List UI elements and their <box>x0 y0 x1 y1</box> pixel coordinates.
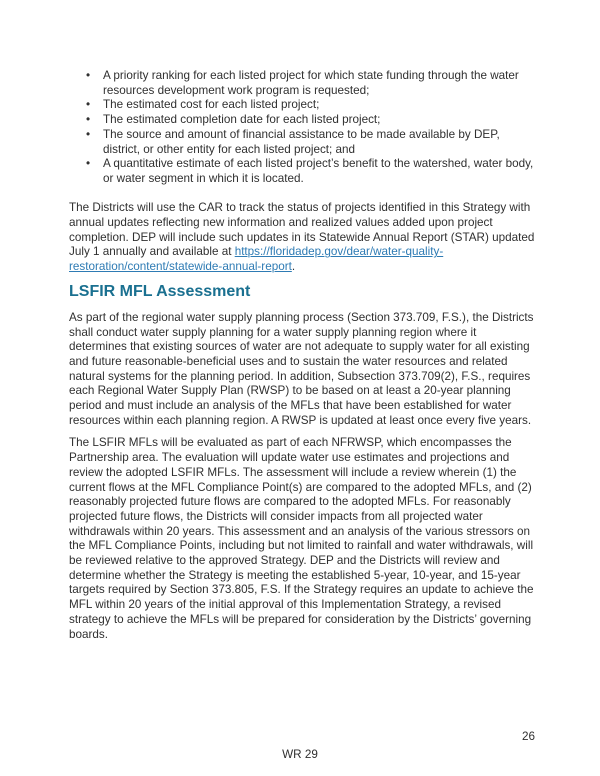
paragraph-car-tracking <box>69 201 535 275</box>
footer-label: WR 29 <box>282 748 318 761</box>
section-heading: LSFIR MFL Assessment <box>69 282 251 300</box>
paragraph-mfl-assessment: The LSFIR MFLs will be evaluated as part of each NFRWSP, which encompasses the Partnership area. The evaluation will update water use estimates and projections and review the adopted LSFIR MFLs. The assessment will include a review wherein (1) the current flows at the MFL Compliance Point(s) are compared to the adopted MFLs, and (2) reasonably projected future flows are compared to the adopted MFLs. For reasonably projected future flows, the Districts will consider impacts from all projected water withdrawals within 20 years. This assessment and an analysis of the various stressors on the MFL Compliance Points, including but not limited to rainfall and water withdrawals, will be reviewed relative to the approved Strategy. DEP and the Districts will review and determine whether the Strategy is meeting the established 5-year, 10-year, and 15-year targets required by Section 373.805, F.S. If the Strategy requires an update to achieve the MFL within 20 years of the initial approval of this Implementation Strategy, a revised strategy to achieve the MFLs will be prepared for consideration by the Districts’ governing boards. <box>69 436 534 641</box>
paragraph-water-supply-planning: As part of the regional water supply planning process (Section 373.709, F.S.), the Districts shall conduct water supply planning for a water supply planning region where it determines that existing sources of water are not adequate to supply water for all existing and future reasonable-beneficial uses and to sustain the water resources and related natural systems for the planning period. In addition, Subsection 373.709(2), F.S., requires each Regional Water Supply Plan (RWSP) to be based on at least a 20-year planning period and must include an analysis of the MFLs that have been established for water resources within each planning region. A RWSP is updated at least once every five years. <box>69 310 534 427</box>
list-item: • The estimated completion date for each listed project; <box>103 113 535 128</box>
list-item: • A priority ranking for each listed project for which state funding through the water resources development work program is requested; <box>103 69 535 98</box>
page-content <box>69 69 535 642</box>
annual-report-link[interactable]: https://floridadep.gov/dear/water-quality-restoration/content/statewide-annual-report <box>69 245 444 274</box>
list-item: • A quantitative estimate of each listed project’s benefit to the watershed, water body, or water segment in which it is located. <box>103 157 535 186</box>
paragraph-text: The Districts will use the CAR to track the status of projects identified in this Strategy with annual updates reflecting new information and realized values added upon project completion. DEP will include such updates in its Statewide Annual Report (STAR) updated July 1 annually and available at <box>69 201 535 259</box>
page-number: 26 <box>521 730 535 743</box>
paragraph-text: . <box>291 260 296 274</box>
list-item: • The source and amount of financial assistance to be made available by DEP, district, or other entity for each listed project; and <box>103 128 535 157</box>
bullet-list <box>69 69 535 187</box>
list-item: • The estimated cost for each listed project; <box>103 98 535 113</box>
